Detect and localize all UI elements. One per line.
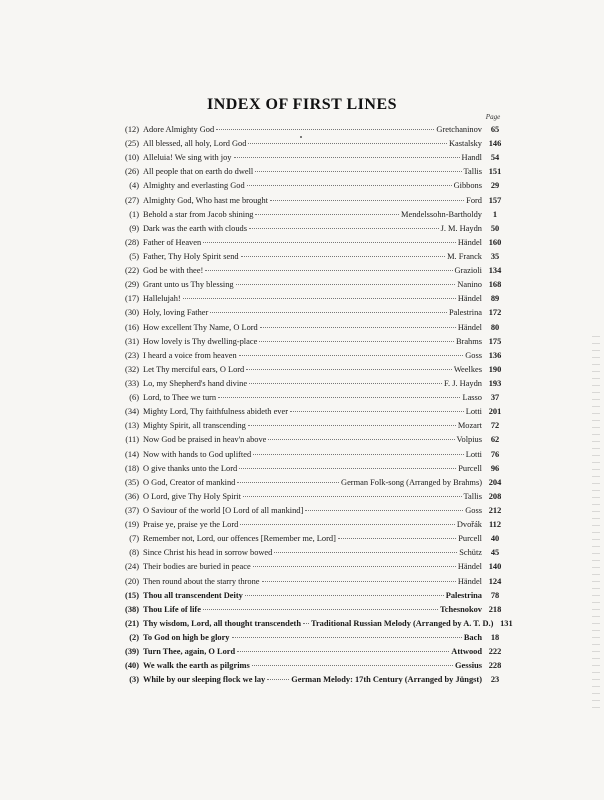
- leader-dots: [247, 185, 452, 186]
- entry-page: 35: [490, 251, 500, 261]
- entry-first-line: Father, Thy Holy Spirit send: [143, 251, 239, 261]
- index-entry: [114, 222, 508, 236]
- entry-page: 124: [488, 576, 502, 586]
- entry-first-line: How excellent Thy Name, O Lord: [143, 322, 258, 332]
- entry-page: 134: [488, 266, 502, 276]
- entry-page: 18: [490, 632, 500, 642]
- index-entry: [114, 673, 508, 687]
- page-column-header: Page: [485, 113, 501, 121]
- entry-first-line: Thou Life of life: [143, 604, 201, 614]
- leader-dots: [210, 312, 447, 313]
- index-entry: [114, 645, 508, 659]
- entry-page: 23: [490, 675, 500, 685]
- entry-first-line: Then round about the starry throne: [143, 576, 260, 586]
- index-entry: [114, 123, 508, 137]
- entry-first-line: Let Thy merciful ears, O Lord: [143, 364, 245, 374]
- entry-number: (17): [125, 294, 139, 304]
- entry-number: (1): [129, 209, 139, 219]
- entry-number: (39): [125, 647, 139, 657]
- entry-composer: Schütz: [459, 548, 482, 558]
- entry-composer: Lotti: [465, 407, 482, 417]
- index-entry: [114, 306, 508, 320]
- index-entry: [114, 419, 508, 433]
- leader-dots: [232, 637, 462, 638]
- entry-first-line: Lo, my Shepherd's hand divine: [143, 378, 248, 388]
- entry-number: (19): [125, 520, 139, 530]
- entry-composer: Palestrina: [445, 590, 482, 600]
- entry-first-line: Mighty Spirit, all transcending: [143, 421, 246, 431]
- entry-composer: Händel: [457, 322, 482, 332]
- entry-number: (34): [125, 407, 139, 417]
- entry-first-line: Grant unto us Thy blessing: [143, 280, 234, 290]
- entry-page: 131: [500, 618, 513, 628]
- leader-dots: [245, 595, 444, 596]
- index-entry: [114, 194, 508, 208]
- entry-number: (15): [125, 590, 139, 600]
- entry-first-line: God be with thee!: [143, 266, 204, 276]
- entry-page: 228: [488, 661, 502, 671]
- entry-composer: Gretchaninov: [436, 125, 482, 134]
- entry-page: 201: [488, 407, 502, 417]
- index-entry: [114, 151, 508, 165]
- index-entry: [114, 405, 508, 419]
- index-entry: [114, 518, 508, 532]
- leader-dots: [260, 327, 456, 328]
- entry-page: 151: [488, 167, 502, 177]
- index-entry: [114, 603, 508, 617]
- index-entry: [114, 349, 508, 363]
- entry-page: 157: [488, 195, 502, 205]
- entry-first-line: Now God be praised in heav'n above: [143, 435, 267, 445]
- entry-composer: Volpius: [456, 435, 482, 445]
- index-entry: [114, 433, 508, 447]
- entry-page: 168: [488, 280, 502, 290]
- entry-composer: Lotti: [465, 449, 482, 459]
- entry-page: 112: [488, 520, 502, 530]
- entry-page: 96: [490, 463, 500, 473]
- entry-page: 146: [488, 139, 502, 149]
- entry-composer: M. Franck: [447, 251, 482, 261]
- entry-composer: Palestrina: [448, 308, 482, 318]
- index-entry: [114, 659, 508, 673]
- entry-page: 193: [488, 378, 502, 388]
- leader-dots: [239, 468, 456, 469]
- page-title: INDEX OF FIRST LINES: [206, 96, 398, 113]
- entry-number: (20): [125, 576, 139, 586]
- index-entry: [114, 321, 508, 335]
- index-entry: [114, 292, 508, 306]
- entry-page: 29: [490, 181, 500, 191]
- entry-first-line: Dark was the earth with clouds: [143, 223, 247, 233]
- leader-dots: [243, 496, 461, 497]
- leader-dots: [240, 524, 455, 525]
- leader-dots: [253, 454, 464, 455]
- entry-number: (11): [125, 435, 139, 445]
- leader-dots: [183, 298, 456, 299]
- entry-composer: Brahms: [455, 336, 482, 346]
- entry-composer: Purcell: [458, 463, 482, 473]
- entry-composer: Grazioli: [454, 266, 482, 276]
- entry-number: (16): [125, 322, 139, 332]
- entry-first-line: Almighty and everlasting God: [143, 181, 245, 191]
- entry-composer: Attwood: [451, 647, 482, 657]
- leader-dots: [252, 665, 453, 666]
- entry-page: 222: [488, 647, 502, 657]
- entry-composer: Gibbons: [453, 181, 482, 191]
- entry-first-line: Hallelujah!: [143, 294, 181, 304]
- entry-page: 160: [488, 237, 502, 247]
- entry-number: (7): [129, 534, 139, 544]
- entry-first-line: Since Christ his head in sorrow bowed: [143, 548, 273, 558]
- entry-number: (2): [129, 632, 139, 642]
- leader-dots: [236, 284, 456, 285]
- entry-composer: Ford: [466, 195, 482, 205]
- entry-first-line: Remember not, Lord, our offences [Remember me, Lord]: [143, 534, 336, 544]
- entry-page: 80: [490, 322, 500, 332]
- entry-number: (27): [125, 195, 139, 205]
- leader-dots: [248, 425, 456, 426]
- entry-number: (6): [129, 393, 139, 403]
- entry-first-line: I heard a voice from heaven: [143, 350, 237, 360]
- leader-dots: [268, 439, 454, 440]
- entry-first-line: Behold a star from Jacob shining: [143, 209, 254, 219]
- index-entry: [114, 236, 508, 250]
- entry-page: 140: [488, 562, 502, 572]
- entry-composer: Handl: [461, 153, 482, 163]
- entry-number: (12): [125, 125, 139, 134]
- entry-composer: Kastalsky: [448, 139, 482, 149]
- entry-composer: Tallis: [463, 491, 482, 501]
- entry-composer: F. J. Haydn: [444, 378, 482, 388]
- entry-page: 89: [490, 294, 500, 304]
- entry-composer: Gessius: [455, 661, 482, 671]
- entry-number: (28): [125, 237, 139, 247]
- entry-composer: Mozart: [457, 421, 482, 431]
- entry-first-line: All people that on earth do dwell: [143, 167, 254, 177]
- leader-dots: [262, 581, 456, 582]
- entry-page: 218: [488, 604, 502, 614]
- leader-dots: [203, 242, 456, 243]
- entry-number: (23): [125, 350, 139, 360]
- index-entry: [114, 589, 508, 603]
- leader-dots: [290, 411, 464, 412]
- entry-composer: Goss: [465, 505, 482, 515]
- index-entry: [114, 490, 508, 504]
- entry-page: 1: [492, 209, 498, 219]
- index-entry: [114, 631, 508, 645]
- leader-dots: [246, 369, 452, 370]
- entry-first-line: Father of Heaven: [143, 237, 202, 247]
- leader-dots: [239, 355, 464, 356]
- entry-page: 50: [490, 223, 500, 233]
- entry-composer: Tallis: [463, 167, 482, 177]
- entry-first-line: Adore Almighty God: [143, 125, 215, 134]
- entry-number: (21): [125, 618, 139, 628]
- entry-number: (13): [125, 421, 139, 431]
- leader-dots: [234, 157, 460, 158]
- entry-number: (33): [125, 378, 139, 388]
- entry-number: (10): [125, 153, 139, 163]
- entry-first-line: All blessed, all holy, Lord God: [143, 139, 247, 149]
- entry-composer: Händel: [457, 562, 482, 572]
- index-entry: [114, 504, 508, 518]
- entry-number: (30): [125, 308, 139, 318]
- index-entry: [114, 532, 508, 546]
- entry-page: 175: [488, 336, 502, 346]
- index-entry: [114, 165, 508, 179]
- entry-number: (35): [125, 477, 139, 487]
- leader-dots: [249, 383, 442, 384]
- leader-dots: [270, 200, 464, 201]
- entry-page: 54: [490, 153, 500, 163]
- leader-dots: [218, 397, 460, 398]
- entry-page: 136: [488, 350, 502, 360]
- leader-dots: [216, 129, 434, 130]
- entry-composer: Bach: [463, 632, 482, 642]
- index-entry: [114, 250, 508, 264]
- entry-composer: Traditional Russian Melody (Arranged by A. T. D.): [310, 618, 494, 628]
- leader-dots: [267, 679, 289, 680]
- entry-first-line: Turn Thee, again, O Lord: [143, 647, 236, 657]
- entry-number: (14): [125, 449, 139, 459]
- entry-number: (31): [125, 336, 139, 346]
- index-entry: [114, 363, 508, 377]
- leader-dots: [241, 256, 446, 257]
- index-entry: [114, 391, 508, 405]
- entry-composer: Mendelssohn-Bartholdy: [401, 209, 482, 219]
- entry-first-line: How lovely is Thy dwelling-place: [143, 336, 258, 346]
- entry-number: (36): [125, 491, 139, 501]
- entry-page: 204: [488, 477, 502, 487]
- entry-first-line: Mighty Lord, Thy faithfulness abideth ever: [143, 407, 288, 417]
- entry-number: (4): [129, 181, 139, 191]
- entry-number: (40): [125, 661, 139, 671]
- entry-composer: J. M. Haydn: [440, 223, 482, 233]
- entry-page: 208: [488, 491, 502, 501]
- entry-first-line: Lord, to Thee we turn: [143, 393, 217, 403]
- entry-number: (8): [129, 548, 139, 558]
- index-entry: [114, 560, 508, 574]
- entry-composer: Purcell: [458, 534, 482, 544]
- entry-first-line: Holy, loving Father: [143, 308, 209, 318]
- entry-first-line: Thou all transcendent Deity: [143, 590, 243, 600]
- leader-dots: [274, 552, 457, 553]
- entry-composer: Nanino: [457, 280, 482, 290]
- entry-number: (26): [125, 167, 139, 177]
- entry-composer: Goss: [465, 350, 482, 360]
- entry-number: (3): [129, 675, 139, 685]
- entry-first-line: To God on high be glory: [143, 632, 230, 642]
- entry-page: 72: [490, 421, 500, 431]
- entry-first-line: O God, Creator of mankind: [143, 477, 236, 487]
- index-entry: [114, 264, 508, 278]
- entry-number: (22): [125, 266, 139, 276]
- index-entry: [114, 137, 508, 151]
- entry-composer: Händel: [457, 576, 482, 586]
- entry-first-line: Thy wisdom, Lord, all thought transcendeth: [143, 618, 301, 628]
- entry-page: 172: [488, 308, 502, 318]
- entry-page: 65: [490, 125, 500, 134]
- leader-dots: [248, 143, 447, 144]
- entry-page: 45: [490, 548, 500, 558]
- entry-page: 212: [488, 505, 502, 515]
- entry-number: (38): [125, 604, 139, 614]
- entry-number: (18): [125, 463, 139, 473]
- entry-number: (29): [125, 280, 139, 290]
- entry-page: 78: [490, 590, 500, 600]
- leader-dots: [203, 609, 438, 610]
- leader-dots: [249, 228, 439, 229]
- entry-first-line: Praise ye, praise ye the Lord: [143, 520, 239, 530]
- page-edge-wear: [592, 330, 600, 710]
- leader-dots: [303, 623, 309, 624]
- entry-first-line: While by our sleeping flock we lay: [143, 675, 266, 685]
- entry-number: (9): [129, 223, 139, 233]
- leader-dots: [237, 482, 339, 483]
- entry-first-line: Almighty God, Who hast me brought: [143, 195, 268, 205]
- index-entry: [114, 278, 508, 292]
- entry-page: 37: [490, 393, 500, 403]
- leader-dots: [259, 341, 454, 342]
- entry-first-line: O Saviour of the world [O Lord of all mankind]: [143, 505, 304, 515]
- index-list: [114, 123, 513, 687]
- entry-page: 76: [490, 449, 500, 459]
- entry-composer: German Folk-song (Arranged by Brahms): [341, 477, 482, 487]
- index-entry: [114, 575, 508, 589]
- entry-number: (24): [125, 562, 139, 572]
- entry-number: (32): [125, 364, 139, 374]
- entry-composer: German Melody: 17th Century (Arranged by Jüngst): [291, 675, 482, 685]
- index-entry: [114, 448, 508, 462]
- entry-first-line: Their bodies are buried in peace: [143, 562, 251, 572]
- entry-number: (5): [129, 251, 139, 261]
- leader-dots: [255, 214, 399, 215]
- leader-dots: [253, 566, 456, 567]
- leader-dots: [237, 651, 449, 652]
- leader-dots: [305, 510, 463, 511]
- entry-first-line: We walk the earth as pilgrims: [143, 661, 250, 671]
- entry-composer: Händel: [457, 294, 482, 304]
- entry-number: (25): [125, 139, 139, 149]
- index-entry: [114, 208, 508, 222]
- index-entry: [114, 179, 508, 193]
- index-entry: [114, 546, 508, 560]
- entry-composer: Dvořák: [456, 520, 482, 530]
- entry-number: (37): [125, 505, 139, 515]
- entry-page: 62: [490, 435, 500, 445]
- entry-composer: Händel: [457, 237, 482, 247]
- index-entry: [114, 462, 508, 476]
- entry-first-line: O Lord, give Thy Holy Spirit: [143, 491, 242, 501]
- index-entry: [114, 377, 508, 391]
- entry-composer: Tchesnokov: [439, 604, 482, 614]
- leader-dots: [338, 538, 456, 539]
- entry-composer: Weelkes: [453, 364, 482, 374]
- entry-page: 190: [488, 364, 502, 374]
- entry-page: 40: [490, 534, 500, 544]
- index-entry: [114, 476, 508, 490]
- entry-first-line: O give thanks unto the Lord: [143, 463, 238, 473]
- entry-first-line: Alleluia! We sing with joy: [143, 153, 232, 163]
- leader-dots: [205, 270, 452, 271]
- index-entry: [114, 617, 513, 631]
- entry-composer: Lasso: [462, 393, 482, 403]
- entry-first-line: Now with hands to God uplifted: [143, 449, 252, 459]
- leader-dots: [255, 171, 461, 172]
- index-entry: [114, 335, 508, 349]
